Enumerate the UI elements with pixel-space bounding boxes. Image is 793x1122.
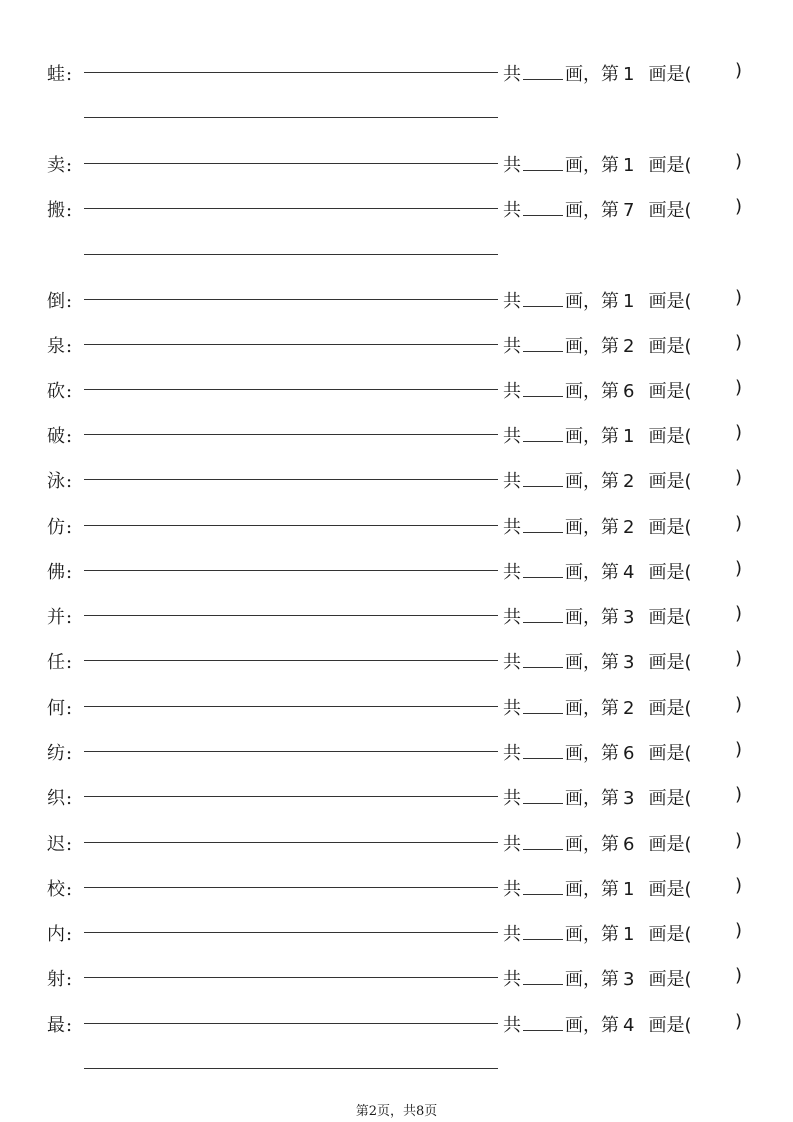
hua-di-label: 画，第	[565, 1015, 619, 1036]
stroke-count-prompt	[503, 558, 691, 584]
stroke-writing-line[interactable]	[84, 706, 498, 707]
stroke-writing-line[interactable]	[84, 434, 498, 435]
stroke-writing-line[interactable]	[84, 479, 498, 480]
hua-shi-label: 画是(	[648, 517, 692, 538]
colon: :	[66, 155, 74, 176]
question-character	[47, 648, 73, 674]
answer-paren-close: )	[735, 603, 743, 624]
answer-paren-close: )	[735, 467, 743, 488]
gong-label: 共	[503, 471, 521, 492]
character-label: 纺	[47, 743, 66, 764]
question-character	[47, 694, 73, 720]
answer-paren-close: )	[735, 332, 743, 353]
question-character	[47, 739, 73, 765]
stroke-count-prompt	[503, 965, 691, 991]
stroke-count-prompt	[503, 332, 691, 358]
character-label: 最	[47, 1015, 66, 1036]
answer-paren-close: )	[735, 648, 743, 669]
character-label: 蛙	[47, 64, 66, 85]
hua-shi-label: 画是(	[648, 426, 692, 447]
continuation-writing-line[interactable]	[84, 254, 498, 255]
answer-paren-close: )	[735, 513, 743, 534]
stroke-total-blank[interactable]	[523, 334, 563, 352]
stroke-count-prompt	[503, 151, 691, 177]
stroke-writing-line[interactable]	[84, 208, 498, 209]
stroke-index-number: 6	[623, 381, 635, 402]
gong-label: 共	[503, 743, 521, 764]
colon: :	[66, 517, 74, 538]
stroke-writing-line[interactable]	[84, 344, 498, 345]
hua-di-label: 画，第	[565, 381, 619, 402]
question-character	[47, 151, 73, 177]
stroke-writing-line[interactable]	[84, 887, 498, 888]
colon: :	[66, 291, 74, 312]
stroke-count-prompt	[503, 739, 691, 765]
hua-di-label: 画，第	[565, 969, 619, 990]
stroke-count-prompt	[503, 603, 691, 629]
colon: :	[66, 834, 74, 855]
stroke-total-blank[interactable]	[523, 877, 563, 895]
colon: :	[66, 64, 74, 85]
stroke-count-prompt	[503, 377, 691, 403]
stroke-count-prompt	[503, 920, 691, 946]
stroke-total-blank[interactable]	[523, 650, 563, 668]
stroke-index-number: 1	[623, 291, 635, 312]
character-label: 破	[47, 426, 66, 447]
stroke-total-blank[interactable]	[523, 198, 563, 216]
hua-di-label: 画，第	[565, 200, 619, 221]
colon: :	[66, 426, 74, 447]
gong-label: 共	[503, 517, 521, 538]
stroke-total-blank[interactable]	[523, 922, 563, 940]
answer-paren-close: )	[735, 965, 743, 986]
hua-di-label: 画，第	[565, 698, 619, 719]
stroke-question-row	[0, 196, 793, 253]
colon: :	[66, 924, 74, 945]
colon: :	[66, 879, 74, 900]
stroke-index-number: 3	[623, 969, 635, 990]
stroke-index-number: 1	[623, 879, 635, 900]
character-label: 并	[47, 607, 66, 628]
hua-shi-label: 画是(	[648, 471, 692, 492]
question-character	[47, 196, 73, 222]
stroke-index-number: 4	[623, 562, 635, 583]
question-character	[47, 513, 73, 539]
gong-label: 共	[503, 788, 521, 809]
answer-paren-close: )	[735, 694, 743, 715]
character-label: 卖	[47, 155, 66, 176]
question-character	[47, 467, 73, 493]
hua-shi-label: 画是(	[648, 834, 692, 855]
character-label: 泉	[47, 336, 66, 357]
stroke-writing-line[interactable]	[84, 525, 498, 526]
question-character	[47, 784, 73, 810]
hua-shi-label: 画是(	[648, 336, 692, 357]
colon: :	[66, 471, 74, 492]
hua-di-label: 画，第	[565, 517, 619, 538]
stroke-count-prompt	[503, 196, 691, 222]
stroke-index-number: 2	[623, 517, 635, 538]
hua-di-label: 画，第	[565, 834, 619, 855]
stroke-index-number: 6	[623, 834, 635, 855]
answer-paren-close: )	[735, 739, 743, 760]
colon: :	[66, 969, 74, 990]
question-character	[47, 1011, 73, 1037]
stroke-writing-line[interactable]	[84, 932, 498, 933]
stroke-index-number: 3	[623, 607, 635, 628]
hua-shi-label: 画是(	[648, 607, 692, 628]
gong-label: 共	[503, 924, 521, 945]
question-character	[47, 830, 73, 856]
stroke-index-number: 3	[623, 788, 635, 809]
continuation-writing-line[interactable]	[84, 117, 498, 118]
hua-shi-label: 画是(	[648, 291, 692, 312]
stroke-index-number: 3	[623, 652, 635, 673]
hua-di-label: 画，第	[565, 471, 619, 492]
answer-paren-close: )	[735, 1011, 743, 1032]
colon: :	[66, 1015, 74, 1036]
gong-label: 共	[503, 607, 521, 628]
hua-di-label: 画，第	[565, 426, 619, 447]
hua-shi-label: 画是(	[648, 788, 692, 809]
hua-shi-label: 画是(	[648, 969, 692, 990]
hua-shi-label: 画是(	[648, 1015, 692, 1036]
hua-shi-label: 画是(	[648, 879, 692, 900]
hua-di-label: 画，第	[565, 155, 619, 176]
stroke-count-prompt	[503, 422, 691, 448]
character-label: 佛	[47, 562, 66, 583]
stroke-total-blank[interactable]	[523, 786, 563, 804]
answer-paren-close: )	[735, 377, 743, 398]
stroke-question-row	[0, 60, 793, 117]
stroke-count-prompt	[503, 467, 691, 493]
hua-di-label: 画，第	[565, 607, 619, 628]
stroke-question-row	[0, 1011, 793, 1068]
question-character	[47, 558, 73, 584]
stroke-writing-line[interactable]	[84, 72, 498, 73]
gong-label: 共	[503, 336, 521, 357]
answer-paren-close: )	[735, 830, 743, 851]
stroke-total-blank[interactable]	[523, 62, 563, 80]
answer-paren-close: )	[735, 287, 743, 308]
stroke-total-blank[interactable]	[523, 560, 563, 578]
colon: :	[66, 562, 74, 583]
stroke-writing-line[interactable]	[84, 751, 498, 752]
hua-di-label: 画，第	[565, 652, 619, 673]
character-label: 射	[47, 969, 66, 990]
answer-paren-close: )	[735, 60, 743, 81]
stroke-index-number: 2	[623, 698, 635, 719]
hua-shi-label: 画是(	[648, 200, 692, 221]
page-footer: 第2页，共8页	[355, 1104, 438, 1119]
stroke-index-number: 2	[623, 471, 635, 492]
stroke-count-prompt	[503, 694, 691, 720]
hua-di-label: 画，第	[565, 879, 619, 900]
colon: :	[66, 200, 74, 221]
stroke-index-number: 4	[623, 1015, 635, 1036]
hua-shi-label: 画是(	[648, 64, 692, 85]
question-character	[47, 603, 73, 629]
stroke-total-blank[interactable]	[523, 289, 563, 307]
hua-di-label: 画，第	[565, 788, 619, 809]
character-label: 何	[47, 698, 66, 719]
gong-label: 共	[503, 291, 521, 312]
hua-shi-label: 画是(	[648, 743, 692, 764]
continuation-writing-line[interactable]	[84, 1068, 498, 1069]
question-character	[47, 377, 73, 403]
character-label: 校	[47, 879, 66, 900]
gong-label: 共	[503, 1015, 521, 1036]
character-label: 任	[47, 652, 66, 673]
hua-di-label: 画，第	[565, 562, 619, 583]
colon: :	[66, 607, 74, 628]
colon: :	[66, 698, 74, 719]
gong-label: 共	[503, 381, 521, 402]
question-character	[47, 920, 73, 946]
colon: :	[66, 381, 74, 402]
stroke-total-blank[interactable]	[523, 741, 563, 759]
hua-shi-label: 画是(	[648, 562, 692, 583]
stroke-total-blank[interactable]	[523, 469, 563, 487]
character-label: 砍	[47, 381, 66, 402]
stroke-writing-line[interactable]	[84, 299, 498, 300]
question-character	[47, 875, 73, 901]
hua-shi-label: 画是(	[648, 652, 692, 673]
stroke-count-prompt	[503, 648, 691, 674]
question-character	[47, 60, 73, 86]
gong-label: 共	[503, 652, 521, 673]
stroke-index-number: 1	[623, 155, 635, 176]
stroke-writing-line[interactable]	[84, 570, 498, 571]
colon: :	[66, 336, 74, 357]
answer-paren-close: )	[735, 558, 743, 579]
stroke-count-prompt	[503, 513, 691, 539]
stroke-index-number: 6	[623, 743, 635, 764]
hua-di-label: 画，第	[565, 924, 619, 945]
answer-paren-close: )	[735, 196, 743, 217]
answer-paren-close: )	[735, 784, 743, 805]
answer-paren-close: )	[735, 151, 743, 172]
stroke-writing-line[interactable]	[84, 660, 498, 661]
hua-shi-label: 画是(	[648, 155, 692, 176]
hua-di-label: 画，第	[565, 291, 619, 312]
gong-label: 共	[503, 562, 521, 583]
character-label: 倒	[47, 291, 66, 312]
answer-paren-close: )	[735, 422, 743, 443]
gong-label: 共	[503, 64, 521, 85]
gong-label: 共	[503, 879, 521, 900]
stroke-total-blank[interactable]	[523, 1013, 563, 1031]
character-label: 迟	[47, 834, 66, 855]
stroke-index-number: 1	[623, 924, 635, 945]
colon: :	[66, 788, 74, 809]
stroke-writing-line[interactable]	[84, 842, 498, 843]
question-character	[47, 332, 73, 358]
hua-shi-label: 画是(	[648, 698, 692, 719]
stroke-total-blank[interactable]	[523, 515, 563, 533]
character-label: 织	[47, 788, 66, 809]
stroke-total-blank[interactable]	[523, 379, 563, 397]
question-character	[47, 287, 73, 313]
stroke-index-number: 1	[623, 64, 635, 85]
stroke-total-blank[interactable]	[523, 832, 563, 850]
character-label: 搬	[47, 200, 66, 221]
stroke-index-number: 2	[623, 336, 635, 357]
stroke-index-number: 7	[623, 200, 635, 221]
gong-label: 共	[503, 426, 521, 447]
character-label: 泳	[47, 471, 66, 492]
gong-label: 共	[503, 200, 521, 221]
gong-label: 共	[503, 969, 521, 990]
gong-label: 共	[503, 155, 521, 176]
hua-shi-label: 画是(	[648, 924, 692, 945]
stroke-count-prompt	[503, 60, 691, 86]
stroke-total-blank[interactable]	[523, 153, 563, 171]
stroke-total-blank[interactable]	[523, 605, 563, 623]
character-label: 内	[47, 924, 66, 945]
stroke-count-prompt	[503, 830, 691, 856]
stroke-count-prompt	[503, 784, 691, 810]
stroke-writing-line[interactable]	[84, 1023, 498, 1024]
stroke-writing-line[interactable]	[84, 977, 498, 978]
hua-di-label: 画，第	[565, 743, 619, 764]
answer-paren-close: )	[735, 875, 743, 896]
hua-shi-label: 画是(	[648, 381, 692, 402]
stroke-count-prompt	[503, 287, 691, 313]
stroke-total-blank[interactable]	[523, 424, 563, 442]
question-character	[47, 422, 73, 448]
stroke-index-number: 1	[623, 426, 635, 447]
stroke-count-prompt	[503, 1011, 691, 1037]
stroke-writing-line[interactable]	[84, 796, 498, 797]
colon: :	[66, 743, 74, 764]
answer-paren-close: )	[735, 920, 743, 941]
character-label: 仿	[47, 517, 66, 538]
stroke-total-blank[interactable]	[523, 967, 563, 985]
hua-di-label: 画，第	[565, 336, 619, 357]
gong-label: 共	[503, 834, 521, 855]
gong-label: 共	[503, 698, 521, 719]
hua-di-label: 画，第	[565, 64, 619, 85]
question-character	[47, 965, 73, 991]
stroke-writing-line[interactable]	[84, 615, 498, 616]
stroke-writing-line[interactable]	[84, 163, 498, 164]
stroke-writing-line[interactable]	[84, 389, 498, 390]
colon: :	[66, 652, 74, 673]
stroke-count-prompt	[503, 875, 691, 901]
stroke-total-blank[interactable]	[523, 696, 563, 714]
